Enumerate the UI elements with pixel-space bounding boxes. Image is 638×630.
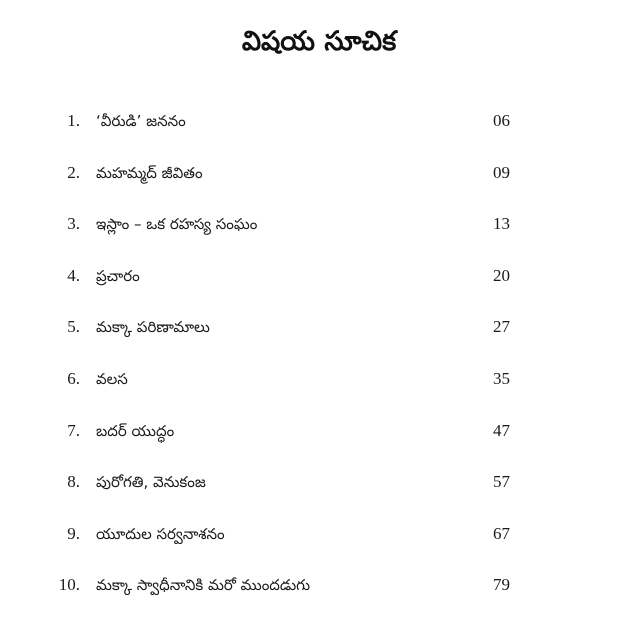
toc-entry (0, 406, 638, 458)
toc-entry (0, 457, 638, 509)
toc-entry-title: వలస (96, 369, 128, 388)
toc-entry-number: 3. (67, 214, 80, 234)
toc-entry (0, 148, 638, 200)
toc-entry (0, 199, 638, 251)
toc-entry-number: 10. (58, 575, 80, 595)
toc-entry-page: 20 (493, 265, 510, 285)
toc-entry-page: 27 (493, 317, 510, 337)
toc-entry-title: పురోగతి, వెనుకంజ (96, 473, 206, 492)
toc-entry-title: ప్రచారం (96, 266, 140, 285)
toc-entry (0, 251, 638, 303)
toc-entry-title: మహమ్మద్ జీవితం (96, 163, 203, 182)
toc-entry-number: 6. (67, 368, 80, 388)
page-title: విషయ సూచిక (241, 26, 397, 57)
toc-entry-title: మక్కా పరిణామాలు (96, 318, 210, 337)
toc-entry-number: 2. (67, 162, 80, 182)
toc-entry (0, 560, 638, 612)
toc-entry-page: 67 (493, 523, 510, 543)
toc-entry-number: 7. (67, 420, 80, 440)
toc-entry (0, 96, 638, 148)
toc-entry-page: 57 (493, 472, 510, 492)
toc-entry-page: 09 (493, 162, 510, 182)
toc-entry (0, 509, 638, 561)
toc-entry-page: 13 (493, 214, 510, 234)
toc-entry-title: మక్కా స్వాధీనానికి మరో ముందడుగు (96, 576, 311, 595)
toc-entry-number: 8. (67, 472, 80, 492)
toc-entry-number: 1. (67, 111, 80, 130)
toc-entry-number: 4. (67, 265, 80, 285)
toc-entry-title: బదర్ యుద్ధం (96, 421, 175, 440)
toc-entry-title: యూదుల సర్వనాశనం (96, 524, 225, 543)
toc-entry-page: 06 (493, 111, 510, 130)
toc-entry (0, 354, 638, 406)
toc-entry-title: ఇస్లాం – ఒక రహస్య సంఘం (96, 215, 258, 234)
table-of-contents (0, 96, 638, 612)
toc-entry-number: 5. (67, 317, 80, 337)
toc-entry-page: 47 (493, 420, 510, 440)
toc-entry-page: 35 (493, 368, 510, 388)
toc-entry-title: ‘వీరుడి’ జననం (96, 112, 186, 130)
toc-entry-number: 9. (67, 523, 80, 543)
toc-entry (0, 302, 638, 354)
toc-entry-page: 79 (493, 575, 510, 595)
